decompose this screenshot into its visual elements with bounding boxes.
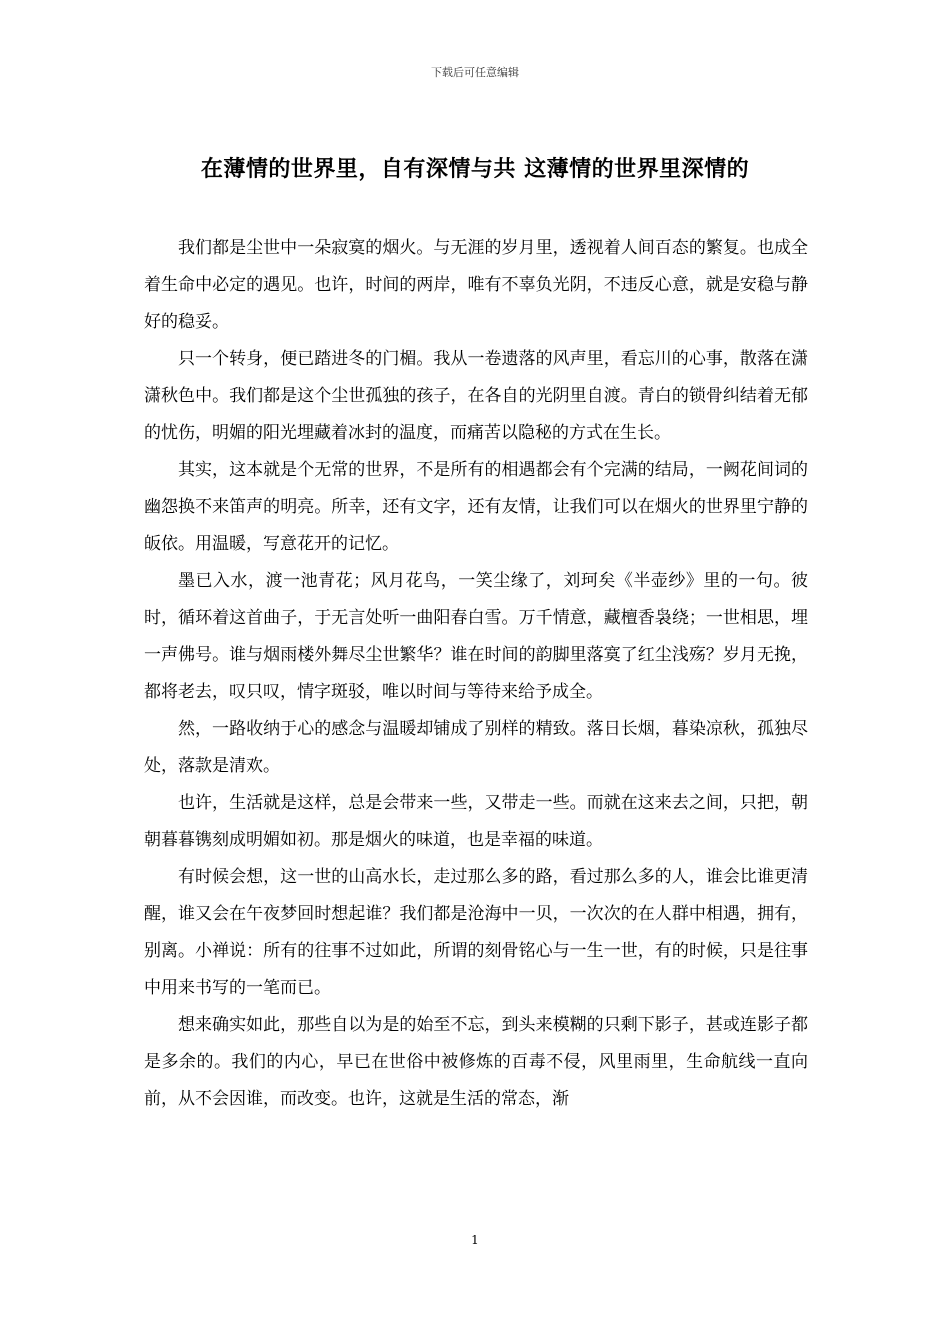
paragraph-5: 然，一路收纳于心的感念与温暖却铺成了别样的精致。落日长烟，暮染凉秋，孤独尽处，落款是清欢。 <box>144 719 808 776</box>
header-note: 下载后可任意编辑 <box>431 66 519 79</box>
page-number: 1 <box>471 1233 479 1247</box>
paragraph-8: 想来确实如此，那些自以为是的始至不忘，到头来模糊的只剩下影子，甚或连影子都是多余的。我们的内心，早已在世俗中被修炼的百毒不侵，风里雨里，生命航线一直向前，从不会因谁，而改变。也许，这就是生活的常态，渐 <box>144 1015 808 1109</box>
paragraph-4: 墨已入水，渡一池青花；风月花鸟，一笑尘缘了，刘珂矣《半壶纱》里的一句。彼时，循环着这首曲子，于无言处听一曲阳春白雪。万千情意，藏檀香袅绕；一世相思，埋一声佛号。谁与烟雨楼外舞尽尘世繁华？谁在时间的韵脚里落寞了红尘浅殇？岁月无挽，都将老去，叹只叹，情字斑驳，唯以时间与等待来给予成全。 <box>144 571 808 702</box>
paragraph-6: 也许，生活就是这样，总是会带来一些，又带走一些。而就在这来去之间，只把，朝朝暮暮镌刻成明媚如初。那是烟火的味道，也是幸福的味道。 <box>144 793 808 850</box>
paragraph-2: 只一个转身，便已踏进冬的门楣。我从一卷遗落的风声里，看忘川的心事，散落在潇潇秋色中。我们都是这个尘世孤独的孩子，在各自的光阴里自渡。青白的锁骨纠结着无郁的忧伤，明媚的阳光埋藏着冰封的温度，而痛苦以隐秘的方式在生长。 <box>144 349 808 443</box>
paragraph-1: 我们都是尘世中一朵寂寞的烟火。与无涯的岁月里，透视着人间百态的繁复。也成全着生命中必定的遇见。也许，时间的两岸，唯有不辜负光阴，不违反心意，就是安稳与静好的稳妥。 <box>144 238 808 332</box>
document-title: 在薄情的世界里，自有深情与共 这薄情的世界里深情的 <box>200 156 750 182</box>
document-body <box>144 230 808 1118</box>
paragraph-7: 有时候会想，这一世的山高水长，走过那么多的路，看过那么多的人，谁会比谁更清醒，谁又会在午夜梦回时想起谁？我们都是沧海中一贝，一次次的在人群中相遇，拥有，别离。小禅说：所有的往事不过如此，所谓的刻骨铭心与一生一世，有的时候，只是往事中用来书写的一笔而已。 <box>144 867 808 998</box>
paragraph-3: 其实，这本就是个无常的世界，不是所有的相遇都会有个完满的结局，一阙花间词的幽怨换不来笛声的明亮。所幸，还有文字，还有友情，让我们可以在烟火的世界里宁静的皈依。用温暖，写意花开的记忆。 <box>144 460 808 554</box>
